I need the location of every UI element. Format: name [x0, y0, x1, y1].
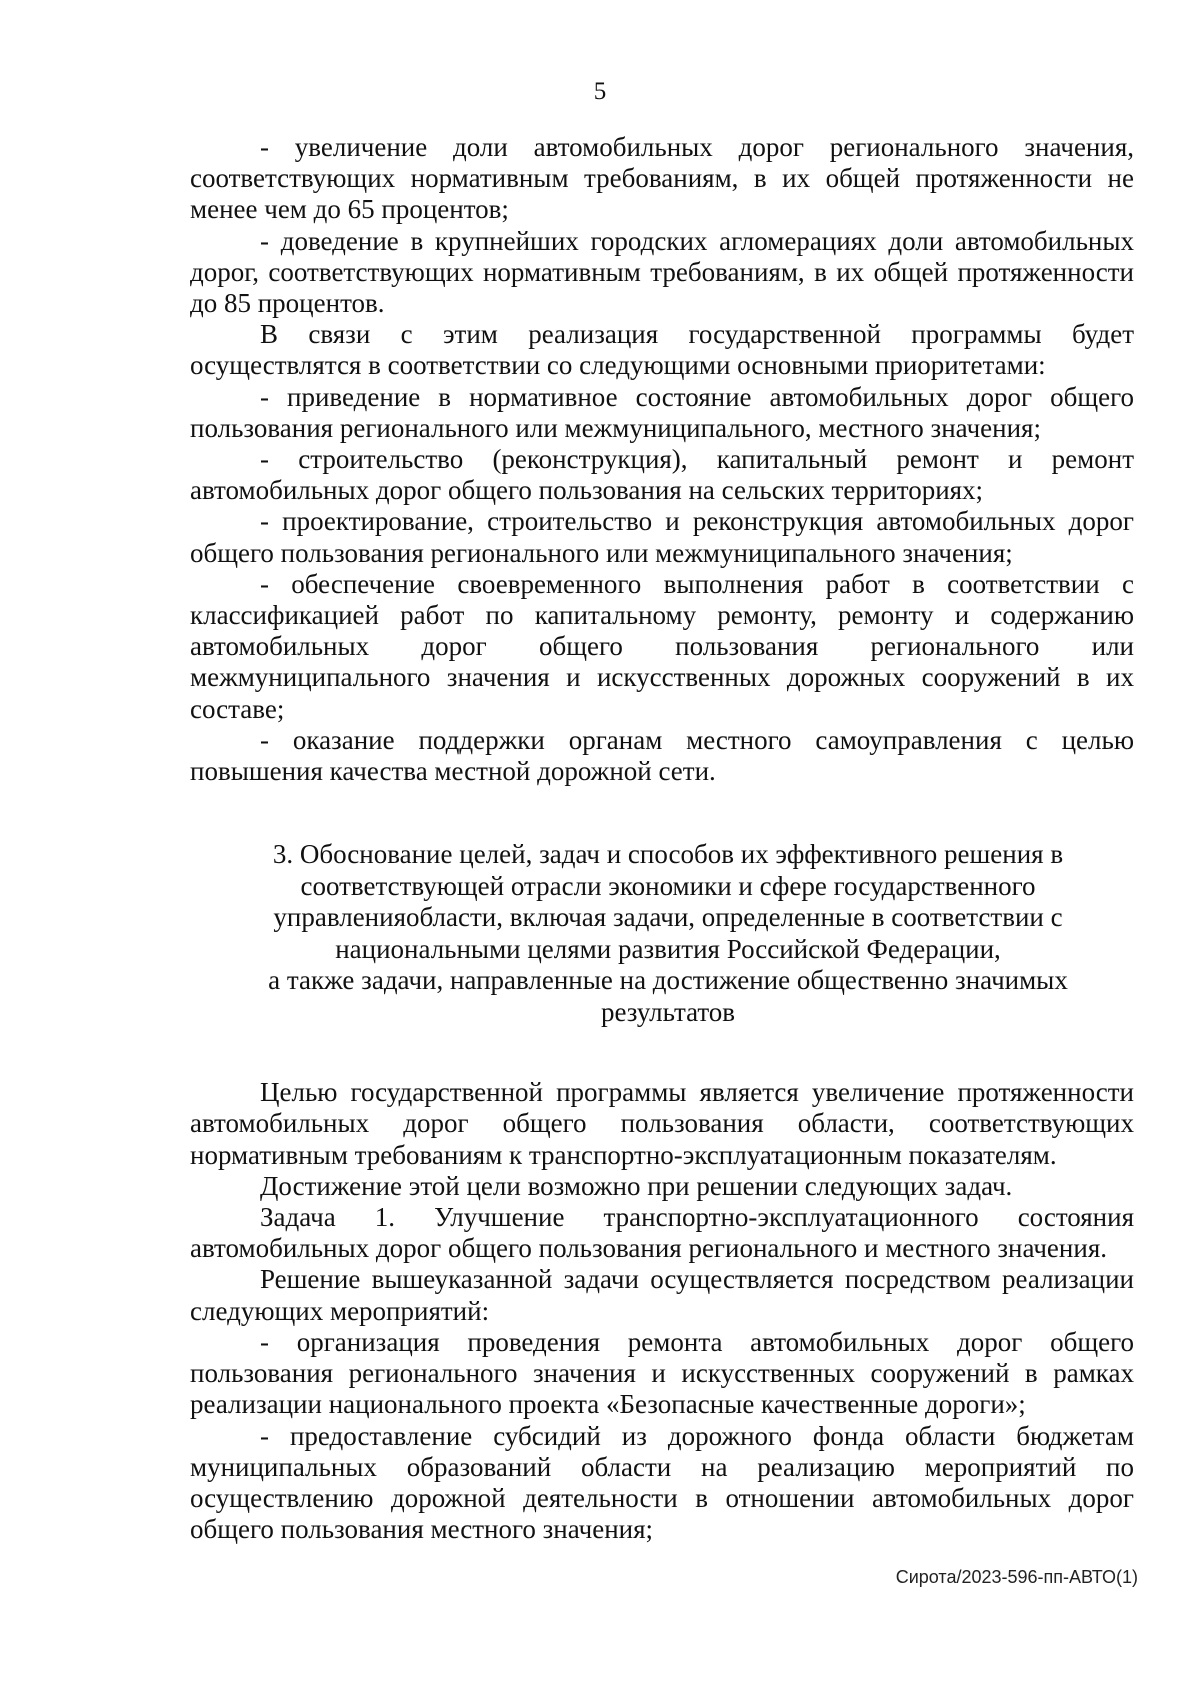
- paragraph: - оказание поддержки органам местного самоуправления с целью повышения качества местной дорожной сети.: [190, 724, 1134, 787]
- paragraph: - проектирование, строительство и реконструкция автомобильных дорог общего пользования регионального или межмуниципального значения;: [190, 506, 1134, 568]
- paragraph: - увеличение доли автомобильных дорог регионального значения, соответствующих нормативным требованиям, в их общей протяженности не менее чем до 65 процентов;: [190, 132, 1134, 225]
- paragraph: - обеспечение своевременного выполнения работ в соответствии с классификацией работ по капитальному ремонту, ремонту и содержанию автомобильных дорог общего пользования регионального или межмуниципального значения и искусственных дорожных сооружений в их составе;: [190, 568, 1134, 724]
- paragraph: - предоставление субсидий из дорожного фонда области бюджетам муниципальных образований области на реализацию мероприятий по осуществлению дорожной деятельности в отношении автомобильных дорог общего пользования местного значения;: [190, 1420, 1134, 1545]
- paragraph: Задача 1. Улучшение транспортно-эксплуатационного состояния автомобильных дорог общего пользования регионального и местного значения.: [190, 1202, 1134, 1264]
- paragraph: Достижение этой цели возможно при решении следующих задач.: [260, 1170, 1013, 1201]
- section-heading: [190, 839, 1134, 1028]
- section-heading-line: управленияобласти, включая задачи, определенные в соответствии с: [273, 902, 1063, 933]
- document-body: [190, 132, 1134, 1545]
- paragraph: - организация проведения ремонта автомобильных дорог общего пользования регионального значения и искусственных сооружений в рамках реализации национального проекта «Безопасные качественные дороги»;: [190, 1326, 1134, 1420]
- section-heading-line: 3. Обоснование целей, задач и способов их эффективного решения в: [272, 839, 1064, 870]
- paragraph: - доведение в крупнейших городских агломерациях доли автомобильных дорог, соответствующих нормативным требованиям, в их общей протяженности до 85 процентов.: [190, 225, 1134, 319]
- section-heading-line: а также задачи, направленные на достижение общественно значимых: [268, 965, 1068, 996]
- section-heading-line: результатов: [600, 996, 736, 1027]
- paragraph: - строительство (реконструкция), капитальный ремонт и ремонт автомобильных дорог общего пользования на сельских территориях;: [190, 444, 1134, 506]
- paragraph: - приведение в нормативное состояние автомобильных дорог общего пользования регионального или межмуниципального, местного значения;: [190, 381, 1134, 443]
- document-footer-id: Сирота/2023-596-пп-АВТО(1): [895, 1567, 1138, 1587]
- paragraph: Решение вышеуказанной задачи осуществляется посредством реализации следующих мероприятий:: [190, 1264, 1134, 1326]
- page-number: 5: [593, 78, 607, 105]
- paragraph: В связи с этим реализация государственной программы будет осуществлятся в соответствии со следующими основными приоритетами:: [190, 319, 1134, 381]
- paragraph: Целью государственной программы является увеличение протяженности автомобильных дорог общего пользования области, соответствующих нормативным требованиям к транспортно-эксплуатационным показателям.: [190, 1077, 1134, 1170]
- section-heading-line: национальными целями развития Российской Федерации,: [335, 933, 1001, 964]
- section-heading-line: соответствующей отрасли экономики и сфере государственного: [300, 870, 1036, 901]
